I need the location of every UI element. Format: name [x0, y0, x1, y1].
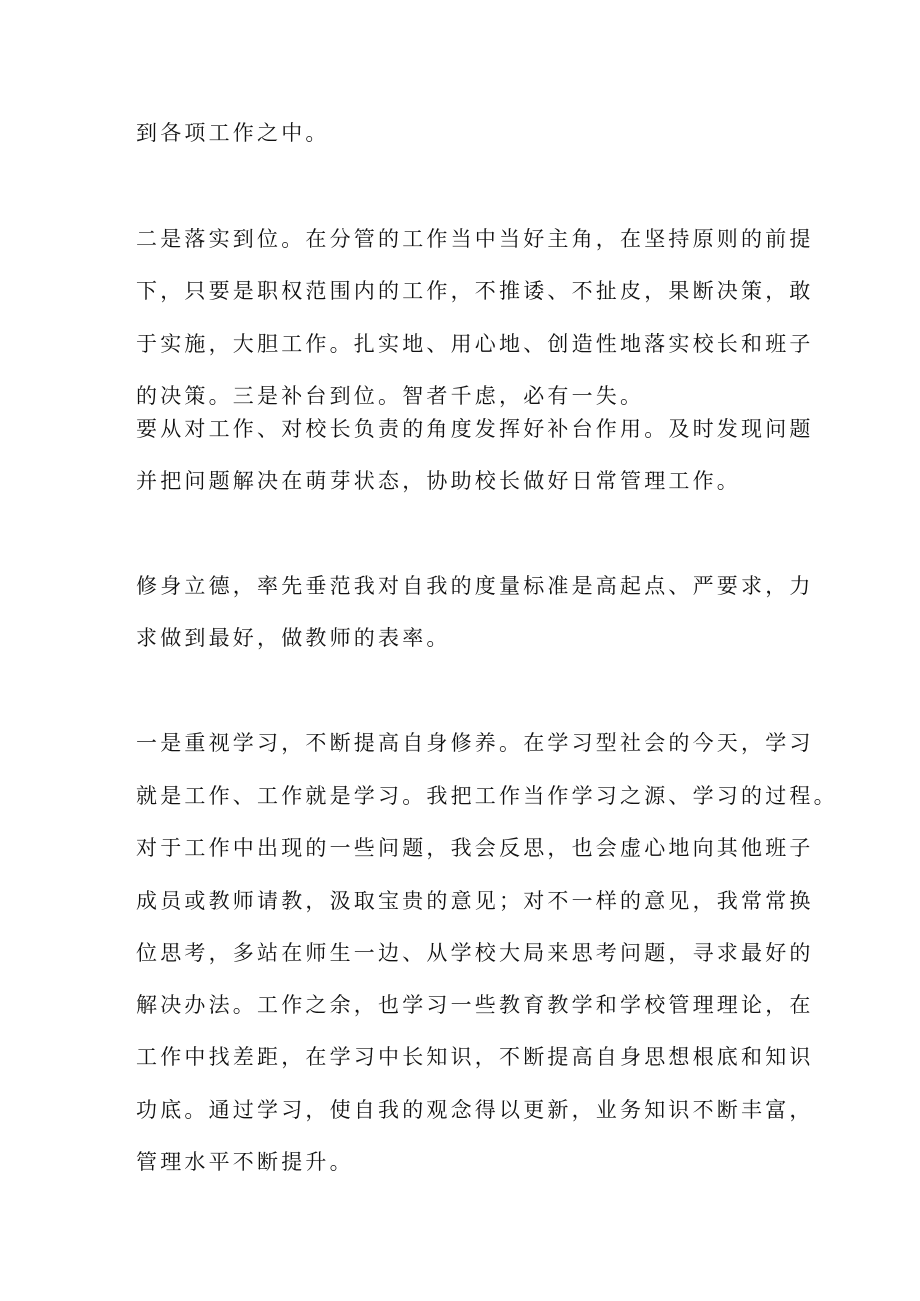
text-line: 求做到最好，做教师的表率。	[136, 626, 451, 650]
text-line: 修身立德，率先垂范我对自我的度量标准是高起点、严要求，力	[136, 574, 814, 598]
text-line: 下，只要是职权范围内的工作，不推诿、不扯皮，果断决策，敢	[136, 279, 814, 303]
text-line: 功底。通过学习，使自我的观念得以更新，业务知识不断丰富，	[136, 1098, 814, 1122]
text-line: 于实施，大胆工作。扎实地、用心地、创造性地落实校长和班子	[136, 332, 814, 356]
text-line: 并把问题解决在萌芽状态，协助校长做好日常管理工作。	[136, 469, 741, 493]
text-line: 一是重视学习，不断提高自身修养。在学习型社会的今天，学习	[136, 731, 814, 755]
text-line: 解决办法。工作之余，也学习一些教育教学和学校管理理论，在	[136, 993, 814, 1017]
text-line: 成员或教师请教，汲取宝贵的意见；对不一样的意见，我常常换	[136, 889, 814, 913]
text-line: 到各项工作之中。	[136, 121, 330, 145]
text-line: 二是落实到位。在分管的工作当中当好主角，在坚持原则的前提	[136, 227, 814, 251]
text-line: 对于工作中出现的一些问题，我会反思，也会虚心地向其他班子	[136, 836, 814, 860]
text-line: 工作中找差距，在学习中长知识，不断提高自身思想根底和知识	[136, 1045, 814, 1069]
text-line: 要从对工作、对校长负责的角度发挥好补台作用。及时发现问题	[136, 417, 814, 441]
text-line: 的决策。三是补台到位。智者千虑，必有一失。	[136, 384, 645, 408]
text-line: 就是工作、工作就是学习。我把工作当作学习之源、学习的过程。	[136, 784, 838, 808]
text-line: 管理水平不断提升。	[136, 1150, 354, 1174]
text-line: 位思考，多站在师生一边、从学校大局来思考问题，寻求最好的	[136, 941, 814, 965]
